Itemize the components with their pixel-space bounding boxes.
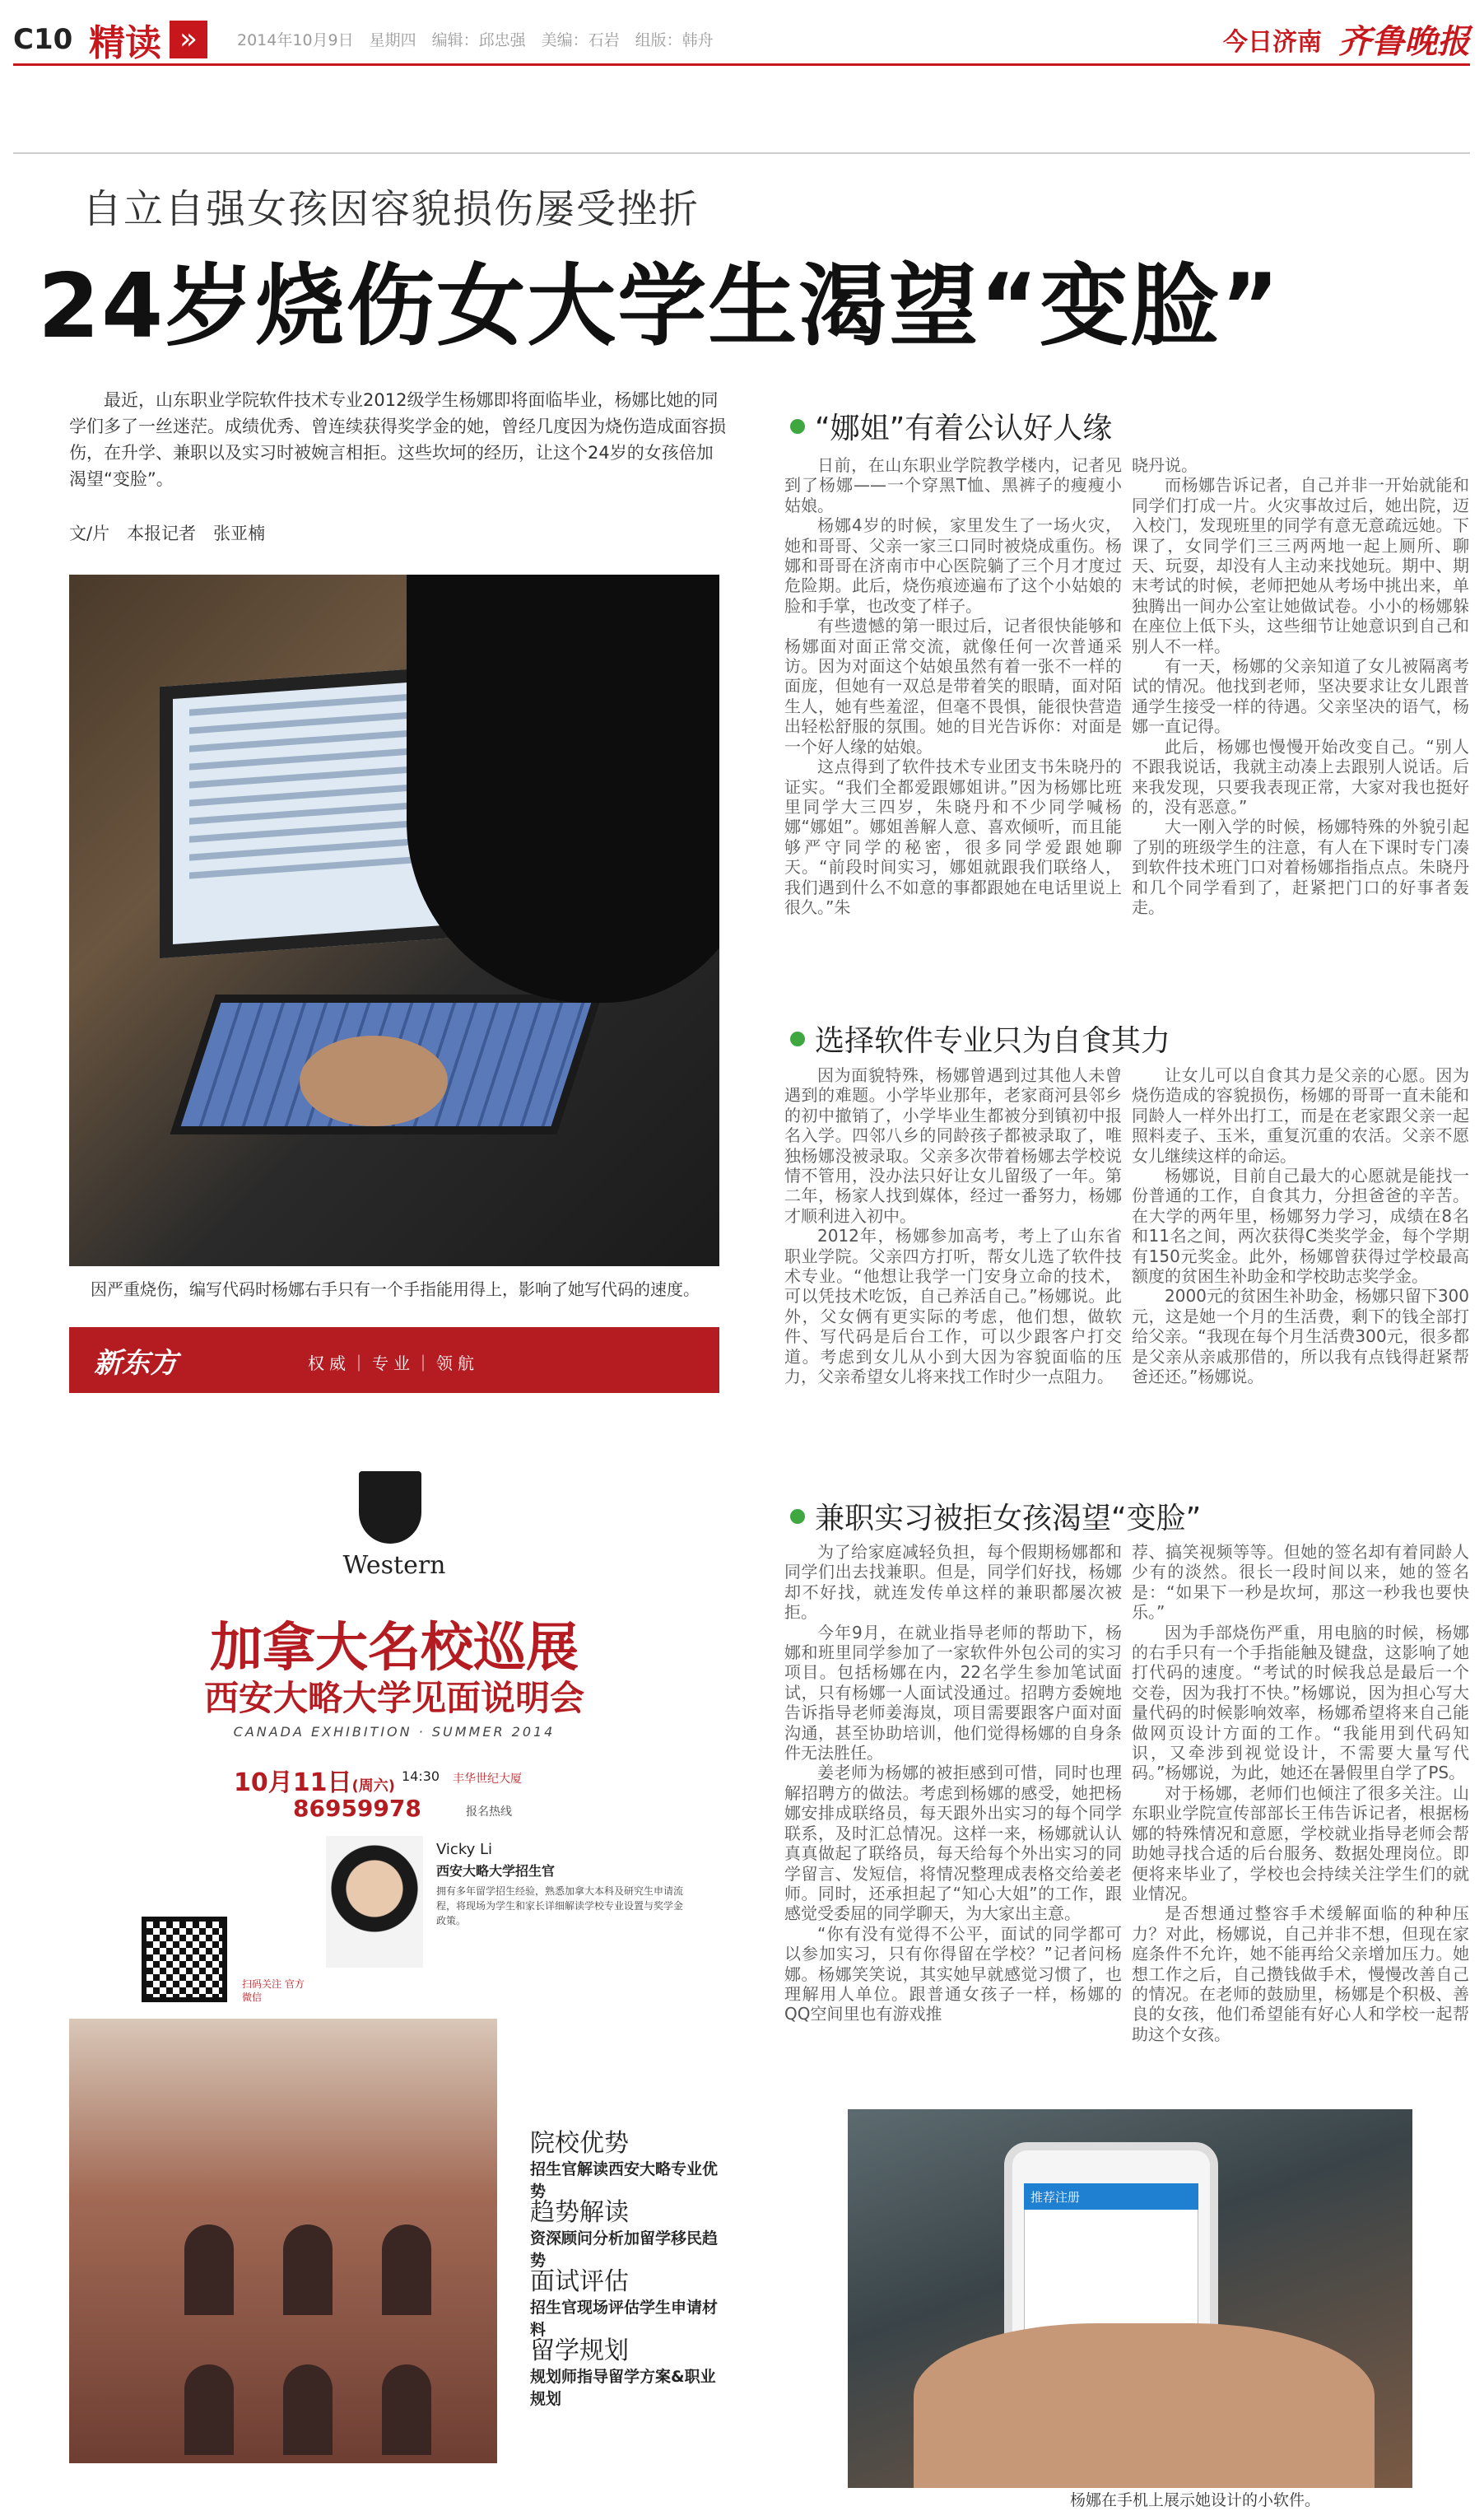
ad-phone-label: 报名热线	[466, 1805, 512, 1819]
hand	[300, 1036, 448, 1126]
university-crest-icon	[359, 1471, 421, 1544]
paragraph: 2000元的贫困生补助金，杨娜只留下300元，这是她一个月的生活费，剩下的钱全部打给父亲。“我现在每个月生活费300元，很多都是父亲从亲戚那借的，所以我有点钱得赶紧帮爸还还。”杨娜说。	[1132, 1286, 1469, 1387]
paragraph: 此后，杨娜也慢慢开始改变自己。“别人不跟我说话，我就主动凑上去跟别人说话。后来我发现，只要我表现正常，大家对我也挺好的，没有恶意。”	[1132, 736, 1469, 817]
ad-item-sub: 资深顾问分析加留学移民趋势	[530, 2229, 719, 2270]
ad-item-title: 面试评估	[530, 2267, 629, 2296]
paragraph: 为了给家庭减轻负担，每个假期杨娜都和同学们出去找兼职。但是，同学们好找，杨娜却不好找，就连发传单这样的兼职都屡次被拒。	[784, 1542, 1122, 1623]
green-dot-icon	[790, 1509, 805, 1524]
phone-photo	[848, 2109, 1412, 2488]
speaker-name: Vicky Li	[436, 1841, 493, 1858]
article-column	[784, 1542, 1122, 2024]
article-column	[784, 1065, 1122, 1387]
ad-item-title: 留学规划	[530, 2336, 629, 2365]
section-arrow-icon: »	[170, 21, 207, 58]
ad-logo: 新东方	[94, 1347, 178, 1380]
paragraph: 日前，在山东职业学院教学楼内，记者见到了杨娜——一个穿黑T恤、黑裤子的瘦瘦小姑娘。	[784, 455, 1122, 515]
speaker-description: 拥有多年留学招生经验，熟悉加拿大本科及研究生申请流程，将现场为学生和家长详细解读学校专业设置与奖学金政策。	[436, 1885, 684, 1926]
paragraph: 杨娜说，目前自己最大的心愿就是能找一份普通的工作，自食其力，分担爸爸的辛苦。在大学的两年里，杨娜努力学习，成绩在8名和11名之间，两次获得C类奖学金，每个学期有150元奖金。此外，杨娜曾获得过学校最高额度的贫困生补助金和学校助志奖学金。	[1132, 1166, 1469, 1287]
page-number: C10	[13, 22, 73, 56]
paragraph: 姜老师为杨娜的被拒感到可惜，同时也理解招聘方的做法。考虑到杨娜的感受，她把杨娜安排成联络员，每天跟外出实习的每个同学联系，及时汇总情况。这样一来，杨娜就认认真真做起了联络员，每天给每个外出实习的同学留言、发短信，将情况整理成表格交给姜老师。同时，还承担起了“知心大姐”的工作，跟感觉受委屈的同学聊天，为大家出主意。	[784, 1763, 1122, 1924]
ad-item-title: 趋势解读	[530, 2198, 629, 2227]
section-heading-text: “娜姐”有着公认好人缘	[815, 412, 1113, 445]
paragraph: 是否想通过整容手术缓解面临的种种压力？对此，杨娜说，自己并非不想，但现在家庭条件不允许，她不能再给父亲增加压力。她想工作之后，自己攒钱做手术，慢慢改善自己的情况。在老师的鼓励里，杨娜是个积极、善良的女孩，他们希望能有好心人和学校一起帮助这个女孩。	[1132, 1903, 1469, 2044]
green-dot-icon	[790, 419, 805, 434]
paragraph: 有一天，杨娜的父亲知道了女儿被隔离考试的情况。他找到老师，坚决要求让女儿跟普通学生接受一样的待遇。父亲坚决的语气，杨娜一直记得。	[1132, 656, 1469, 737]
ad-subtitle: 西安大略大学见面说明会	[203, 1678, 584, 1718]
article-column	[1132, 1065, 1469, 1387]
page-header	[13, 15, 1470, 66]
paragraph: 晓丹说。	[1132, 455, 1198, 475]
photo-caption: 因严重烧伤，编写代码时杨娜右手只有一个手指能用得上，影响了她写代码的速度。	[91, 1279, 700, 1299]
section-heading	[790, 405, 1112, 447]
green-dot-icon	[790, 1032, 805, 1046]
section-title: 精读	[89, 21, 161, 64]
paragraph: 有些遗憾的第一眼过后，记者很快能够和杨娜面对面正常交流，就像任何一次普通采访。因为对面这个姑娘虽然有着一张不一样的面庞，但她有一双总是带着笑的眼睛，面对陌生人，她有些羞涩，但毫不畏惧，能很快营造出轻松舒服的氛围。她的目光告诉你：对面是一个好人缘的姑娘。	[784, 616, 1122, 757]
photo-caption: 杨娜在手机上展示她设计的小软件。	[1070, 2491, 1321, 2509]
edition-label: 今日济南	[1223, 27, 1322, 57]
article-lead: 最近，山东职业学院软件技术专业2012级学生杨娜即将面临毕业，杨娜比她的同学们多了一丝迷茫。成绩优秀、曾连续获得奖学金的她，曾经几度因为烧伤造成面容损伤，在升学、兼职以及实习时被婉言相拒。这些坎坷的经历，让这个24岁的女孩倍加渴望“变脸”。	[69, 390, 726, 489]
section-heading-text: 选择软件专业只为自食其力	[815, 1024, 1171, 1058]
ad-date-day: (周六)	[351, 1777, 395, 1795]
laptop-photo	[69, 575, 719, 1266]
article-headline: 24岁烧伤女大学生渴望“变脸”	[38, 255, 1282, 358]
speaker-title: 西安大略大学招生官	[436, 1863, 556, 1879]
article-column	[1132, 455, 1469, 917]
qr-label: 扫码关注 官方微信	[242, 1978, 305, 2003]
qr-code-icon	[142, 1917, 227, 2002]
paragraph: 这点得到了软件技术专业团支书朱晓丹的证实。“我们全都爱跟娜姐讲。”因为杨娜比班里同学大三四岁，朱晓丹和不少同学喊杨娜“娜姐”。娜姐善解人意、喜欢倾听，而且能够严守同学的秘密，很多同学爱跟她聊天。“前段时间实习，娜姐就跟我们联络人，我们遇到什么不如意的事都跟她在电话里说上很久。”朱	[784, 757, 1122, 917]
paragraph: 因为手部烧伤严重，用电脑的时候，杨娜的右手只有一个手指能触及键盘，这影响了她打代码的速度。“考试的时候我总是最后一个交卷，因为我打不快。”杨娜说，因为担心写大量代码的时候影响效率，杨娜希望将来自己能做网页设计方面的工作。“我能用到代码知识，又牵涉到视觉设计，不需要大量写代码。”杨娜说，为此，她还在暑假里自学了PS。	[1132, 1622, 1469, 1783]
paragraph: 让女儿可以自食其力是父亲的心愿。因为烧伤造成的容貌损伤，杨娜的哥哥一直未能和同龄人一样外出打工，而是在老家跟父亲一起照料麦子、玉米，重复沉重的农活。父亲不愿女儿继续这样的命运。	[1132, 1065, 1469, 1166]
section-heading-text: 兼职实习被拒女孩渴望“变脸”	[815, 1502, 1202, 1535]
paragraph: 对于杨娜，老师们也倾注了很多关注。山东职业学院宣传部部长王伟告诉记者，根据杨娜的特殊情况和意愿，学校就业指导老师会帮助她寻找合适的后台服务、数据处理岗位。即便将来毕业了，学校也会持续关注学生们的就业情况。	[1132, 1782, 1469, 1903]
article-kicker: 自立自强女孩因容貌损伤屡受挫折	[82, 186, 700, 232]
paragraph: 今年9月，在就业指导老师的帮助下，杨娜和班里同学参加了一家软件外包公司的实习项目。包括杨娜在内，22名学生参加笔试面试，只有杨娜一人面试没通过。招聘方委婉地告诉指导老师姜海岚，项目需要跟客户面对面沟通，甚至协助培训，他们觉得杨娜的自身条件无法胜任。	[784, 1622, 1122, 1763]
paragraph: 杨娜4岁的时候，家里发生了一场火灾，她和哥哥、父亲一家三口同时被烧成重伤。杨娜和哥哥在济南市中心医院躺了三个月才度过危险期。此后，烧伤痕迹遍布了这个小姑娘的脸和手掌，也改变了样子。	[784, 515, 1122, 616]
ad-banner	[69, 1327, 719, 1393]
ad-venue: 丰华世纪大厦	[453, 1773, 522, 1786]
ad-item-title: 院校优势	[530, 2129, 629, 2158]
paragraph: 因为面貌特殊，杨娜曾遇到过其他人未曾遇到的难题。小学毕业那年，老家商河县邻乡的初中撤销了，小学毕业生都被分到镇初中报名入学。四邻八乡的同龄孩子都被录取了，唯独杨娜没被录取。父亲多次带着杨娜去学校说情不管用，没办法只好让女儿留级了一年。第二年，杨家人找到媒体，经过一番努力，杨娜才顺利进入初中。	[784, 1065, 1122, 1226]
ad-item-sub: 招生官解读西安大略专业优势	[530, 2160, 719, 2201]
newspaper-logo: 齐鲁晚报	[1338, 22, 1470, 61]
paragraph: 荐、搞笑视频等等。但她的签名却有着同龄人少有的淡然。很长一段时间以来，她的签名是：“如果下一秒是坎坷，那这一秒我也要快乐。”	[1132, 1542, 1469, 1623]
advertisement	[69, 1327, 719, 2463]
university-name: Western	[342, 1551, 446, 1580]
ad-item-sub: 规划师指导留学方案&职业规划	[530, 2368, 716, 2408]
ad-english-title: CANADA EXHIBITION · SUMMER 2014	[233, 1724, 556, 1740]
student-figure	[407, 575, 719, 1003]
hands	[914, 2323, 1375, 2488]
paragraph: 而杨娜告诉记者，自己并非一开始就能和同学们打成一片。火灾事故过后，她出院，迈入校门，发现班里的同学有意无意疏远她。下课了，女同学们三三两两地一起上厕所、聊天、玩耍，却没有人主动来找她玩。期中、期末考试的时候，老师把她从考场中挑出来，单独腾出一间办公室让她做试卷。小小的杨娜躲在座位上低下头，这些细节让她意识到自己和别人不一样。	[1132, 475, 1469, 656]
article-column	[1132, 1542, 1469, 2044]
phone-app-bar	[1024, 2183, 1198, 2210]
article-byline: 文/片 本报记者 张亚楠	[69, 524, 266, 543]
paragraph: “你有没有觉得不公平，面试的同学都可以参加实习，只有你得留在学校？”记者问杨娜。杨娜笑笑说，其实她早就感觉习惯了，也理解用人单位。跟普通女孩子一样，杨娜的QQ空间里也有游戏推	[784, 1923, 1122, 2024]
section-heading	[790, 1018, 1170, 1060]
ad-tags: 权威｜专业｜领航	[308, 1353, 479, 1373]
phone-app-title: 推荐注册	[1030, 2190, 1081, 2205]
paragraph: 大一刚入学的时候，杨娜特殊的外貌引起了别的班级学生的注意，有人在下课时专门凑到软件技术班门口对着杨娜指指点点。朱晓丹和几个同学看到了，赶紧把门口的好事者轰走。	[1132, 817, 1469, 917]
paragraph: 2012年，杨娜参加高考，考上了山东省职业学院。父亲四方打听，帮女儿选了软件技术专业。“他想让我学一门安身立命的技术，可以凭技术吃饭，自己养活自己。”杨娜说。此外，父女俩有更实际的考虑，他们想，做软件、写代码是后台工作，可以少跟客户打交道。考虑到女儿从小到大因为容貌面临的压力，父亲希望女儿将来找工作时少一点阻力。	[784, 1226, 1122, 1387]
ad-title: 加拿大名校巡展	[210, 1617, 579, 1679]
ad-date-text: 10月11日	[234, 1768, 352, 1797]
ad-phone: 86959978	[293, 1795, 421, 1822]
ad-time: 14:30	[402, 1768, 440, 1784]
ad-item-sub: 招生官现场评估学生申请材料	[530, 2299, 719, 2339]
castle-image	[69, 2019, 497, 2463]
issue-meta: 2014年10月9日 星期四 编辑：邱忠强 美编：石岩 组版：韩舟	[237, 31, 714, 49]
speaker-portrait	[326, 1836, 423, 1968]
divider	[13, 152, 1470, 154]
section-heading	[790, 1495, 1201, 1537]
ad-date	[234, 1762, 395, 1798]
article-column	[784, 455, 1122, 917]
